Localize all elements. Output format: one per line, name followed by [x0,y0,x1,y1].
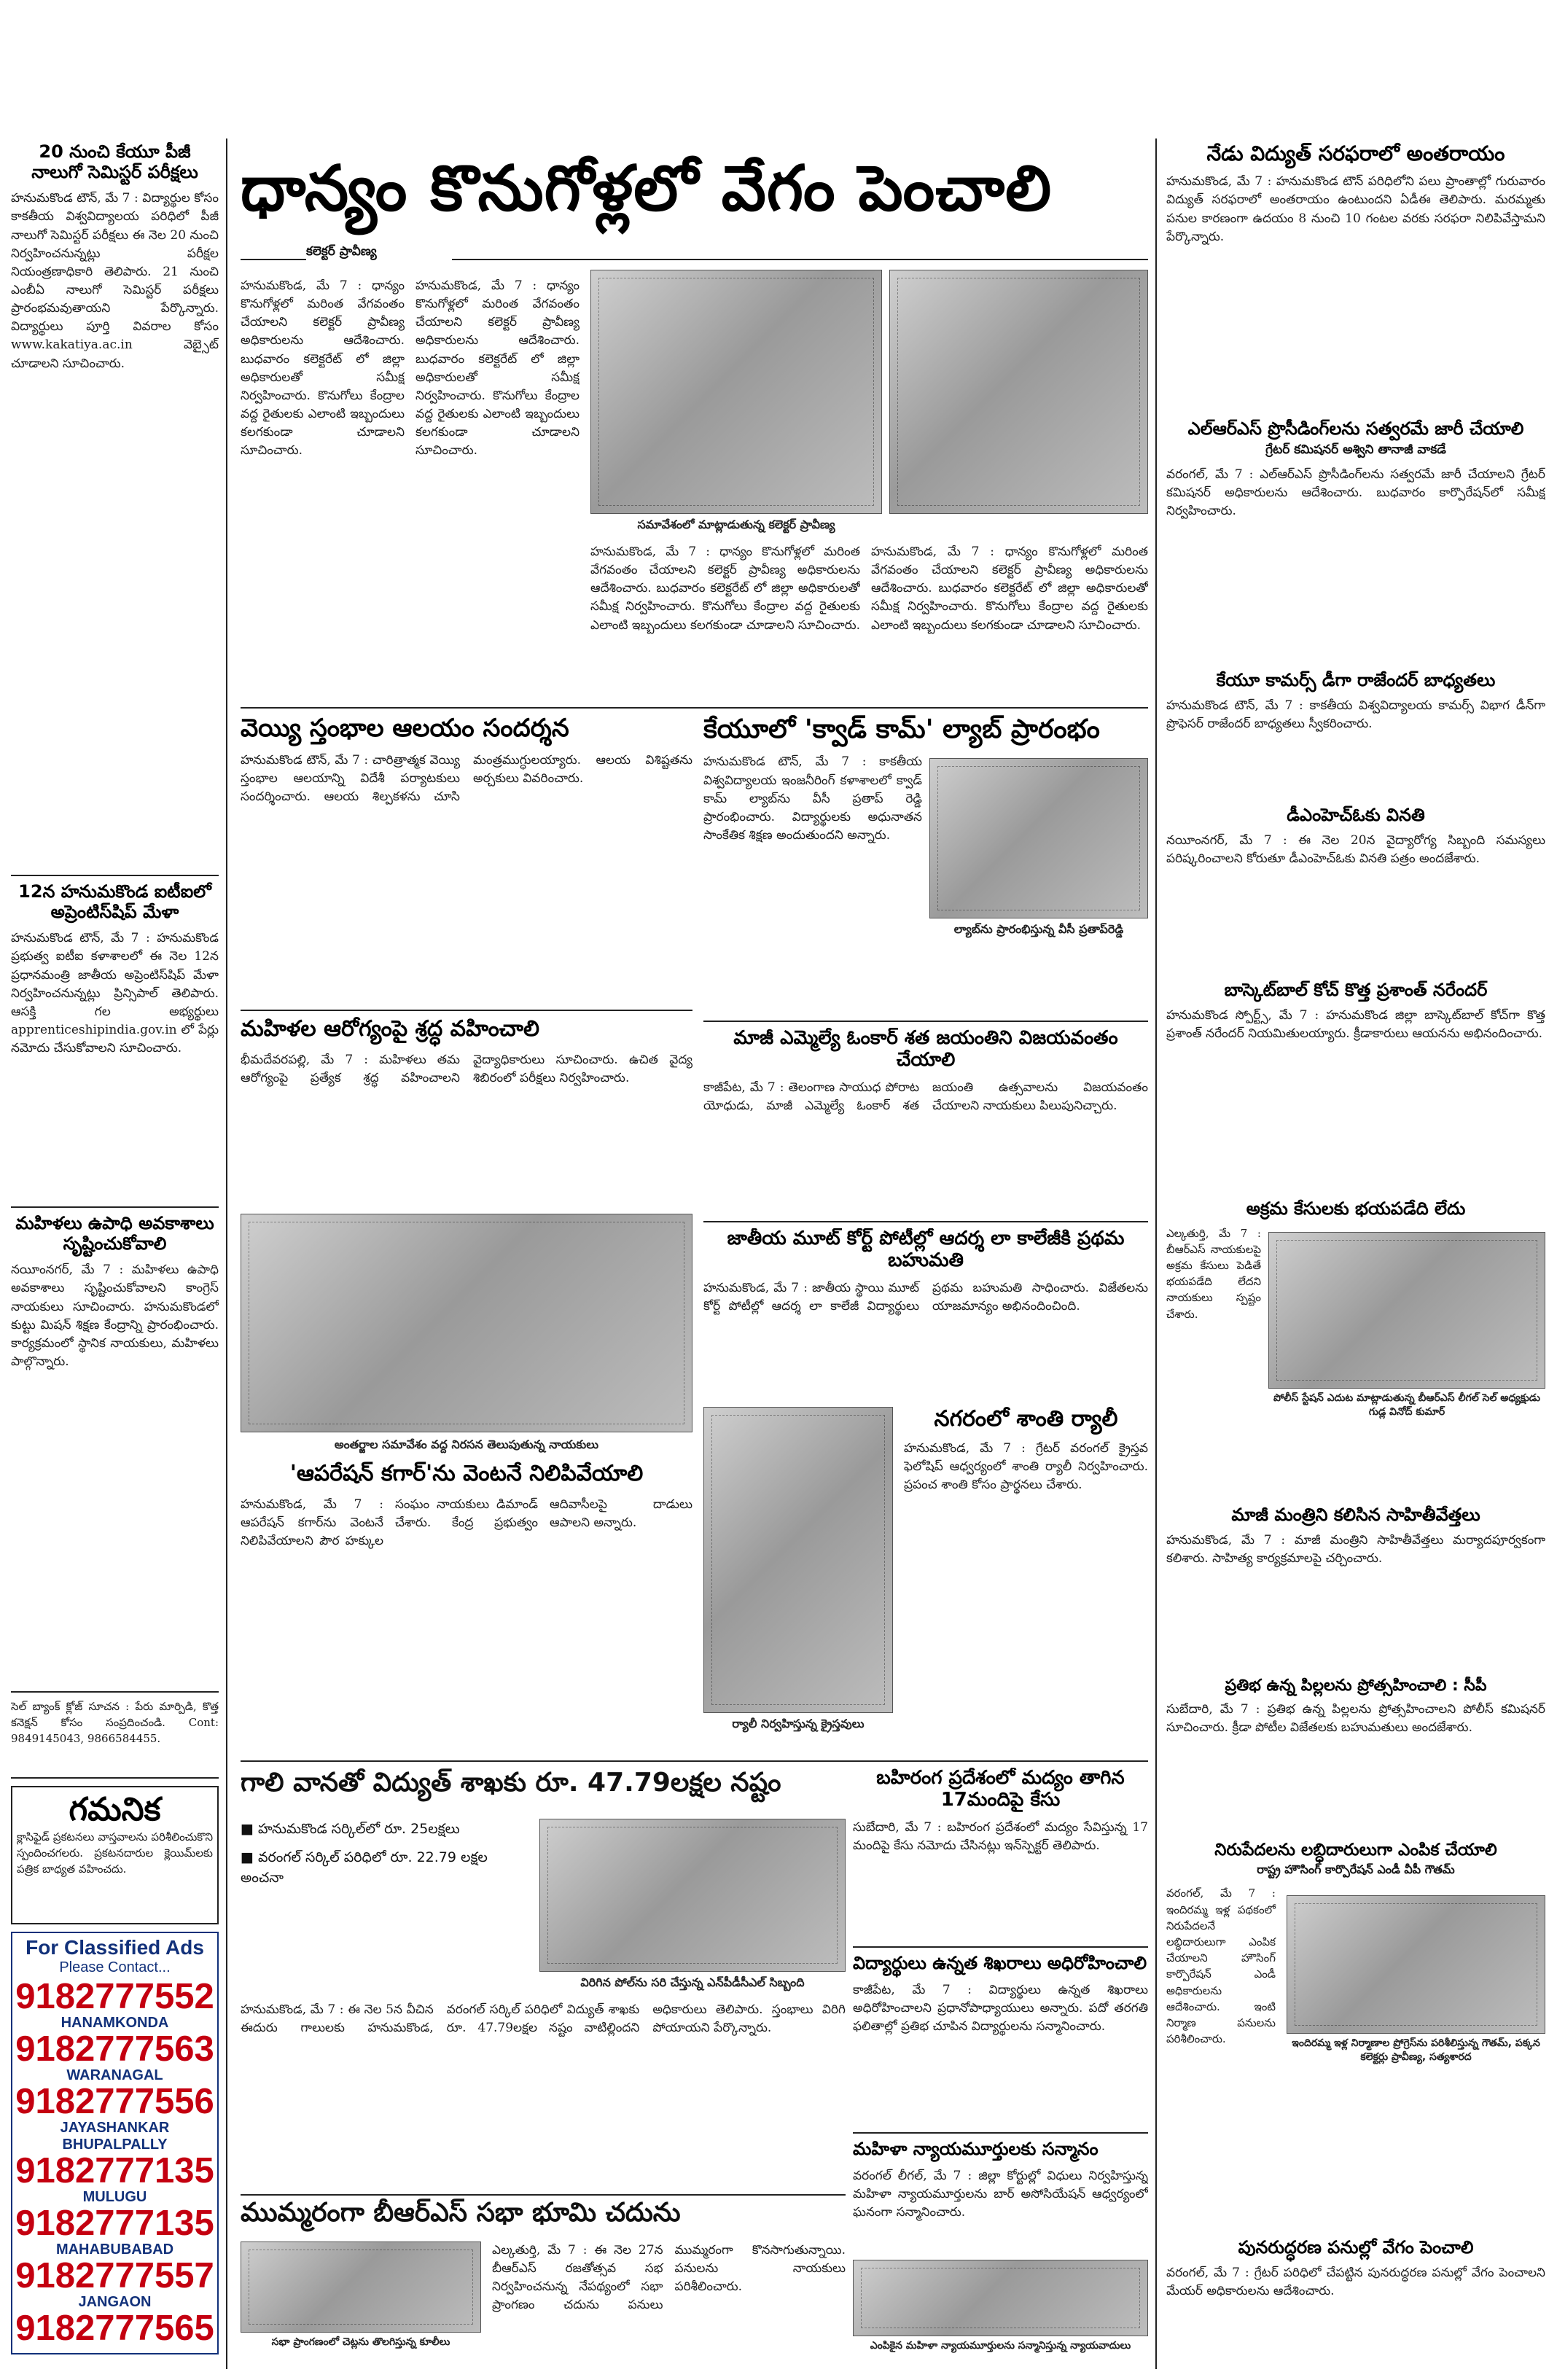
brs-photo-caption: సభా ప్రాంగణంలో చెట్లను తొలగిస్తున్న కూలీలు [271,2336,450,2348]
right-story-9-headline: నిరుపేదలను లబ్ధిదారులుగా ఎంపిక చేయాలి [1214,1841,1497,1860]
col2-photo-caption: అంతర్జాల సమావేశం వద్ద నిరసన తెలుపుతున్న నాయకులు [334,1437,599,1451]
liquor-body: సుబేదారి, మే 7 : బహిరంగ ప్రదేశంలో మద్యం సేవిస్తున్న 17 మందిపై కేసు నమోదు చేసినట్లు ఇన్‌స్పెక్టర్ తెలిపారు. [853,1819,1148,1853]
col3-story-3-headline: జాతీయ మూట్ కోర్ట్ పోటీల్లో ఆదర్శ లా కాలేజీకి ప్రథమ బహుమతి [727,1228,1125,1271]
classified-place: JANGAON [78,2294,152,2310]
right-police-photo [1268,1232,1545,1389]
right-story-2-subhead: గ్రేటర్ కమిషనర్ అశ్విని తానాజీ వాకడే [1265,442,1446,457]
right-story-4-body: నయీంనగర్, మే 7 : ఈ నెల 20న వైద్యారోగ్య సిబ్బంది సమస్యలు పరిష్కరించాలని కోరుతూ డీఎంహెచ్‌ఓకు వినతి పత్రం అందజేశారు. [1166,832,1545,866]
wide-photo-caption: విరిగిన పోల్‌ను సరి చేస్తున్న ఎన్‌పీడీసీఎల్ సిబ్బంది [580,1975,805,1989]
col3-photo-caption: ల్యాబ్‌ను ప్రారంభిస్తున్న వీసీ ప్రతాప్‌రెడ్డి [953,922,1124,936]
liquor-story [853,1768,1148,1943]
right-police-caption: పోలీస్ స్టేషన్ ఎదుట మాట్లాడుతున్న బీఆర్ఎస్ లీగల్ సెల్ అధ్యక్షుడు గుడ్ల వినోద్ కుమార్ [1273,1392,1541,1418]
classified-title: For Classified Ads [26,1936,204,1959]
gamanika-box [11,1786,219,1924]
classified-place: MAHABUBABAD [55,2242,174,2258]
students-body: కాజీపేట, మే 7 : విద్యార్థులు ఉన్నత శిఖరాలు అధిరోహించాలని ప్రధానోపాధ్యాయులు అన్నారు. పదో తరగతి ఫలితాల్లో ప్రతిభ చూపిన విద్యార్థులను సన్మానించారు. [853,1982,1148,2034]
wide-bullet-1-text: హనుమకొండ సర్కిల్‌లో రూ. 25లక్షలు [258,1821,460,1837]
col3-story-4 [904,1407,1148,1742]
right-story-10-headline: పునరుద్ధరణ పనుల్లో వేగం పెంచాలి [1238,2238,1474,2258]
lead-photo-caption: సమావేశంలో మాట్లాడుతున్న కలెక్టర్ ప్రావీణ్య [637,518,835,531]
left-rule-3 [11,1691,219,1693]
right-story-5-headline: బాస్కెట్‌బాల్ కోచ్ కొత్త ప్రశాంత్ నరేందర్ [1224,980,1488,1000]
left-rule-2 [11,1206,219,1208]
right-housing-photo [1287,1895,1545,2034]
right-housing-caption: ఇందిరమ్మ ఇళ్ల నిర్మాణాల ప్రోగ్రెస్‌ను పరిశీలిస్తున్న గౌతమ్, పక్కన కలెక్టర్లు ప్రావీణ్య, సత్యశారద [1292,2037,1540,2063]
left-rule-1 [11,875,219,876]
left-story-2-headline: 12న హనుమకొండ ఐటీఐలో అప్రెంటిస్‌షిప్ మేళా [18,882,211,922]
right-story-2 [1166,419,1545,667]
brs-body: ఎల్కతుర్తి, మే 7 : ఈ నెల 27న బీఆర్‌ఎస్ రజతోత్సవ సభ నిర్వహించనున్న నేపథ్యంలో సభా ప్రాంగణం చదును పనులు ముమ్మరంగా కొనసాగుతున్నాయి. పనులను నాయకులు పరిశీలించారు. [492,2243,846,2313]
right-story-6-body: ఎల్కతుర్తి, మే 7 : బీఆర్‌ఎస్ నాయకులపై అక్రమ కేసులు పెడితే భయపడేది లేదని నాయకులు స్పష్టం చేశారు. [1166,1226,1261,1321]
col3-rule-2 [703,1221,1148,1222]
lead-body-4: హనుమకొండ, మే 7 : ధాన్యం కొనుగోళ్లలో మరింత వేగవంతం చేయాలని కలెక్టర్ ప్రావీణ్య అధికారులను ఆదేశించారు. బుధవారం కలెక్టరేట్ లో జిల్లా అధికారులతో సమీక్ష నిర్వహించారు. కొనుగోలు కేంద్రాల వద్ద రైతులకు ఎలాంటి ఇబ్బందులు కలగకుండా చూడాలని సూచించారు. [871,545,1148,633]
right-story-3-body: హనుమకొండ టౌన్, మే 7 : కాకతీయ విశ్వవిద్యాలయ కామర్స్ విభాగ డీన్‌గా ప్రొఫెసర్ రాజేందర్ బాధ్యతలు స్వీకరించారు. [1166,698,1545,731]
mid-rule-top [241,707,1148,709]
col2-story-3 [241,1462,692,1753]
right-story-1-body: హనుమకొండ, మే 7 : హనుమకొండ టౌన్ పరిధిలోని పలు ప్రాంతాల్లో గురువారం విద్యుత్ సరఫరాలో అంతరాయం ఉంటుందని ఏడీఈ తెలిపారు. మరమ్మతు పనుల కారణంగా ఉదయం 8 నుంచి 10 గంటల వరకు సరఫరా నిలిపివేస్తామని పేర్కొన్నారు. [1166,174,1545,244]
brs-photo [241,2242,481,2333]
col2-story-2-headline: మహిళల ఆరోగ్యంపై శ్రద్ధ వహించాలి [241,1017,539,1042]
col3-story-3-body: హనుమకొండ, మే 7 : జాతీయ స్థాయి మూట్ కోర్ట్ పోటీల్లో ఆదర్శ లా కాలేజీ విద్యార్థులు ప్రథమ బహుమతి సాధించారు. విజేతలను యాజమాన్యం అభినందించింది. [703,1280,1148,1314]
brs-headline: ముమ్మరంగా బీఆర్‌ఎస్ సభా భూమి చదును [241,2198,681,2228]
classified-place: HANAMKONDA [61,2015,169,2031]
col2-protest-photo [241,1214,692,1432]
col3-story-3 [703,1228,1148,1396]
classified-ad [11,1932,219,2354]
judges-body: వరంగల్ లీగల్, మే 7 : జిల్లా కోర్టుల్లో విధులు నిర్వహిస్తున్న మహిళా న్యాయమూర్తులను బార్ అసోసియేషన్ ఆధ్వర్యంలో ఘనంగా సన్మానించారు. [853,2168,1148,2220]
wide-bullet-2: ■ వరంగల్ సర్కిల్ పరిధిలో రూ. 22.79 లక్షల అంచనా [241,1849,488,1886]
judges-photo [853,2260,1148,2336]
col3-rally-photo [703,1407,893,1713]
classified-place: JAYASHANKAR BHUPALPALLY [60,2120,170,2153]
right-story-3-headline: కేయూ కామర్స్ డీగా రాజేందర్ బాధ్యతలు [1216,671,1496,690]
left-story-1-headline: 20 నుంచి కేయూ పీజీ నాలుగో సెమిస్టర్ పరీక్షలు [31,142,198,182]
col3-rally-caption: ర్యాలీ నిర్వహిస్తున్న క్రైస్తవులు [732,1717,865,1731]
classified-number: 9182777135 [15,2204,214,2243]
right-story-4 [1166,805,1545,977]
right-story-6-headline: అక్రమ కేసులకు భయపడేది లేదు [1246,1199,1466,1219]
lead-headline: ధాన్యం కొనుగోళ్లలో వేగం పెంచాలి [241,153,1053,225]
left-story-3 [11,1214,219,1680]
col3-rule-1 [703,1021,1148,1022]
classified-number: 9182777552 [15,1977,214,2016]
col2-story-3-body: హనుమకొండ, మే 7 : ఆపరేషన్ కగార్‌ను వెంటనే నిలిపివేయాలని పౌర హక్కుల సంఘం నాయకులు డిమాండ్ చేశారు. కేంద్ర ప్రభుత్వం ఆదివాసీలపై దాడులు ఆపాలని అన్నారు. [241,1497,692,1548]
classified-number: 9182777556 [15,2082,214,2121]
judges-photo-caption: ఎంపికైన మహిళా న్యాయమూర్తులను సన్మానిస్తున్న న్యాయవాదులు [870,2340,1131,2352]
lead-headline-block [241,153,1152,255]
col3-story-2 [703,1028,1148,1217]
column-divider-1 [226,138,227,2369]
col2-story-3-headline: 'ఆపరేషన్ కగార్'ను వెంటనే నిలిపివేయాలి [289,1462,644,1486]
left-story-3-body: నయీంనగర్, మే 7 : మహిళలు ఉపాధి అవకాశాలు సృష్టించుకోవాలని కాంగ్రెస్ నాయకులు సూచించారు. హనుమకొండలో కుట్టు మిషన్ శిక్షణ కేంద్రాన్ని ప్రారంభించారు. కార్యక్రమంలో స్థానిక నాయకులు, మహిళలు పాల్గొన్నారు. [11,1263,219,1369]
lead-photo [590,270,882,514]
right-story-2-headline: ఎల్‌ఆర్‌ఎస్ ప్రొసీడింగ్‌లను సత్వరమే జారీ చేయాలి [1187,419,1524,439]
col3-lab-photo [929,758,1148,918]
classified-number: 9182777557 [15,2256,214,2295]
judges-headline: మహిళా న్యాయమూర్తులకు సన్మానం [853,2139,1099,2159]
right-story-8-body: సుబేదారి, మే 7 : ప్రతిభ ఉన్న పిల్లలను ప్రోత్సహించాలని పోలీస్ కమిషనర్ సూచించారు. క్రీడా పోటీల విజేతలకు బహుమతులు అందజేశారు. [1166,1702,1545,1736]
lead-byline: కలెక్టర్ ప్రావీణ్య [306,244,452,266]
right-story-8 [1166,1677,1545,1837]
wide-pole-photo [539,1819,846,1972]
wide-bullet-2-text: వరంగల్ సర్కిల్ పరిధిలో రూ. 22.79 లక్షల అంచనా [241,1849,488,1886]
column-divider-5 [1155,138,1157,2369]
right-story-7-body: హనుమకొండ, మే 7 : మాజీ మంత్రిని సాహితీవేత్తలు మర్యాదపూర్వకంగా కలిశారు. సాహిత్య కార్యక్రమాలపై చర్చించారు. [1166,1532,1545,1566]
right-story-9-body: వరంగల్, మే 7 : ఇందిరమ్మ ఇళ్ల పథకంలో నిరుపేదలనే లబ్ధిదారులుగా ఎంపిక చేయాలని హౌసింగ్ కార్పొరేషన్ ఎండీ అధికారులను ఆదేశించారు. ఇంటి నిర్మాణ పనులను పరిశీలించారు. [1166,1887,1276,2046]
left-story-1 [11,142,219,871]
brs-rule [241,2194,846,2196]
right-story-3 [1166,671,1545,802]
col2-story-2 [241,1017,692,1206]
col3-story-1-body: హనుమకొండ టౌన్, మే 7 : కాకతీయ విశ్వవిద్యాలయ ఇంజనీరింగ్ కళాశాలలో క్వాడ్ కామ్ ల్యాబ్‌ను వీసీ ప్రతాప్ రెడ్డి ప్రారంభించారు. విద్యార్థులకు అధునాతన సాంకేతిక శిక్షణ అందుతుందని అన్నారు. [703,754,922,843]
left-notice [11,1698,219,1779]
col3-story-1-headline: కేయూలో 'క్వాడ్ కామ్' ల్యాబ్ ప్రారంభం [703,714,1100,744]
lead-body-3: హనుమకొండ, మే 7 : ధాన్యం కొనుగోళ్లలో మరింత వేగవంతం చేయాలని కలెక్టర్ ప్రావీణ్య అధికారులను ఆదేశించారు. బుధవారం కలెక్టరేట్ లో జిల్లా అధికారులతో సమీక్ష నిర్వహించారు. కొనుగోలు కేంద్రాల వద్ద రైతులకు ఎలాంటి ఇబ్బందులు కలగకుండా చూడాలని సూచించారు. [590,545,860,633]
wide-bullet-1: ■ హనుమకొండ సర్కిల్‌లో రూ. 25లక్షలు [241,1821,460,1837]
right-story-7-headline: మాజీ మంత్రిని కలిసిన సాహితీవేత్తలు [1231,1505,1480,1525]
right-story-8-headline: ప్రతిభ ఉన్న పిల్లలను ప్రోత్సహించాలి : సీపీ [1225,1677,1487,1695]
right-story-5-body: హనుమకొండ స్పోర్ట్స్, మే 7 : హనుమకొండ జిల్లా బాస్కెట్‌బాల్ కోచ్‌గా కొత్త ప్రశాంత్ నరేందర్ నియమితులయ్యారు. క్రీడాకారులు ఆయనను అభినందించారు. [1166,1007,1545,1041]
right-story-7 [1166,1505,1545,1673]
wide-headline: గాలి వానతో విద్యుత్ శాఖకు రూ. 47.79లక్షల నష్టం [241,1768,781,1798]
col2-story-1-body: హనుమకొండ టౌన్, మే 7 : చారిత్రాత్మక వెయ్యి స్తంభాల ఆలయాన్ని విదేశీ పర్యాటకులు సందర్శించారు. ఆలయ శిల్పకళను చూసి మంత్రముగ్ధులయ్యారు. ఆలయ విశిష్టతను అర్చకులు వివరించారు. [241,753,692,805]
right-story-10 [1166,2238,1545,2373]
classified-subtitle: Please Contact... [59,1959,171,1975]
left-story-3-headline: మహిళలు ఉపాధి అవకాశాలు సృష్టించుకోవాలి [15,1214,214,1254]
right-story-9-subhead: రాష్ట్ర హౌసింగ్ కార్పొరేషన్ ఎండీ వీపీ గౌతమ్ [1257,1862,1455,1877]
right-story-1 [1166,142,1545,415]
col3-story-4-body: హనుమకొండ, మే 7 : గ్రేటర్ వరంగల్ క్రైస్తవ ఫెలోషిప్ ఆధ్వర్యంలో శాంతి ర్యాలీ నిర్వహించారు. ప్రపంచ శాంతి కోసం ప్రార్థనలు చేశారు. [904,1440,1148,1492]
judges-rule [853,2132,1148,2134]
wide-bullets [241,1819,525,1965]
right-story-5 [1166,980,1545,1195]
left-story-2 [11,882,219,1203]
right-story-10-body: వరంగల్, మే 7 : గ్రేటర్ పరిధిలో చేపట్టిన పునరుద్ధరణ పనుల్లో వేగం పెంచాలని మేయర్ అధికారులను ఆదేశించారు. [1166,2265,1545,2298]
wide-body: హనుమకొండ, మే 7 : ఈ నెల 5న వీచిన ఈదురు గాలులకు హనుమకొండ, వరంగల్ సర్కిల్ పరిధిలో విద్యుత్ శాఖకు రూ. 47.79లక్షల నష్టం వాటిల్లిందని అధికారులు తెలిపారు. స్తంభాలు విరిగి పోయాయని పేర్కొన్నారు. [241,2002,846,2036]
gamanika-title: గమనిక [69,1791,161,1828]
gamanika-body: క్లాసిఫైడ్ ప్రకటనలు వాస్తవాలను పరిశీలించుకొని స్పందించగలరు. ప్రకటనదారుల క్లెయిమ్‌లకు పత్రిక బాధ్యత వహించదు. [17,1830,213,1876]
classified-place: WARANAGAL [66,2067,163,2083]
right-story-2-body: వరంగల్, మే 7 : ఎల్‌ఆర్‌ఎస్ ప్రొసీడింగ్‌లను సత్వరమే జారీ చేయాలని గ్రేటర్ కమిషనర్ అధికారులను ఆదేశించారు. బుధవారం కార్పొరేషన్‌లో సమీక్ష నిర్వహించారు. [1166,467,1545,518]
classified-number: 9182777135 [15,2151,214,2190]
right-story-4-headline: డీఎంహెచ్‌ఓకు వినతి [1287,805,1425,825]
col2-story-1-headline: వెయ్యి స్తంభాల ఆలయం సందర్శన [241,714,569,743]
classified-number: 9182777565 [15,2309,214,2348]
classified-place: MULUGU [82,2189,147,2205]
left-notice-text: సెల్ బ్యాంక్ క్లోజ్ సూచన : పేరు మార్పిడి, కొత్త కనెక్షన్ కోసం సంప్రదించండి. Cont: 9849145043, 9866584455. [11,1700,219,1746]
students-story [853,1954,1148,2129]
lead-photo-2 [889,270,1148,514]
col2-story-2-body: భీమదేవరపల్లి, మే 7 : మహిళలు తమ ఆరోగ్యంపై ప్రత్యేక శ్రద్ధ వహించాలని వైద్యాధికారులు సూచించారు. ఉచిత వైద్య శిబిరంలో పరీక్షలు నిర్వహించారు. [241,1052,692,1085]
lead-body-2: హనుమకొండ, మే 7 : ధాన్యం కొనుగోళ్లలో మరింత వేగవంతం చేయాలని కలెక్టర్ ప్రావీణ్య అధికారులను ఆదేశించారు. బుధవారం కలెక్టరేట్ లో జిల్లా అధికారులతో సమీక్ష నిర్వహించారు. కొనుగోలు కేంద్రాల వద్ద రైతులకు ఎలాంటి ఇబ్బందులు కలగకుండా చూడాలని సూచించారు. [415,278,580,459]
judges-story [853,2139,1148,2256]
left-story-2-body: హనుమకొండ టౌన్, మే 7 : హనుమకొండ ప్రభుత్వ ఐటీఐ కళాశాలలో ఈ నెల 12న ప్రధానమంత్రి జాతీయ అప్రెంటిస్‌షిప్ మేళా నిర్వహించనున్నట్లు ప్రిన్సిపాల్ తెలిపారు. ఆసక్తి గల అభ్యర్థులు apprenticeshipindia.gov.in లో పేర్లు నమోదు చేసుకోవాలని సూచించారు. [11,931,219,1056]
lead-body-1: హనుమకొండ, మే 7 : ధాన్యం కొనుగోళ్లలో మరింత వేగవంతం చేయాలని కలెక్టర్ ప్రావీణ్య అధికారులను ఆదేశించారు. బుధవారం కలెక్టరేట్ లో జిల్లా అధికారులతో సమీక్ష నిర్వహించారు. కొనుగోలు కేంద్రాల వద్ద రైతులకు ఎలాంటి ఇబ్బందులు కలగకుండా చూడాలని సూచించారు. [241,278,405,459]
col3-story-2-headline: మాజీ ఎమ్మెల్యే ఓంకార్ శత జయంతిని విజయవంతం చేయాలి [733,1028,1118,1071]
liquor-headline: బహిరంగ ప్రదేశంలో మద్యం తాగిన 17మందిపై కేసు [876,1768,1125,1811]
right-story-1-headline: నేడు విద్యుత్ సరఫరాలో అంతరాయం [1206,142,1505,165]
col3-story-4-headline: నగరంలో శాంతి ర్యాలీ [934,1407,1118,1432]
col2-rule-1 [241,1010,692,1011]
wide-rule-top [241,1760,1148,1762]
classified-number: 9182777563 [15,2029,214,2069]
students-headline: విద్యార్థులు ఉన్నత శిఖరాలు అధిరోహించాలి [853,1954,1147,1973]
students-rule [853,1946,1148,1948]
col3-story-2-body: కాజీపేట, మే 7 : తెలంగాణ సాయుధ పోరాట యోధుడు, మాజీ ఎమ్మెల్యే ఓంకార్ శత జయంతి ఉత్సవాలను విజయవంతం చేయాలని నాయకులు పిలుపునిచ్చారు. [703,1080,1148,1113]
left-story-1-body: హనుమకొండ టౌన్, మే 7 : విద్యార్థుల కోసం కాకతీయ విశ్వవిద్యాలయ పరిధిలో పీజీ నాలుగో సెమిస్టర్ పరీక్షలు ఈ నెల 20 నుంచి నిర్వహించనున్నట్లు పరీక్షల నియంత్రణాధికారి తెలిపారు. 21 నుంచి ఎంబీఏ నాలుగో సెమిస్టర్ పరీక్షలు ప్రారంభమవుతాయని పేర్కొన్నారు. విద్యార్థులు పూర్తి వివరాల కోసం www.kakatiya.ac.in వెబ్సైట్ చూడాలని సూచించారు. [11,191,219,371]
